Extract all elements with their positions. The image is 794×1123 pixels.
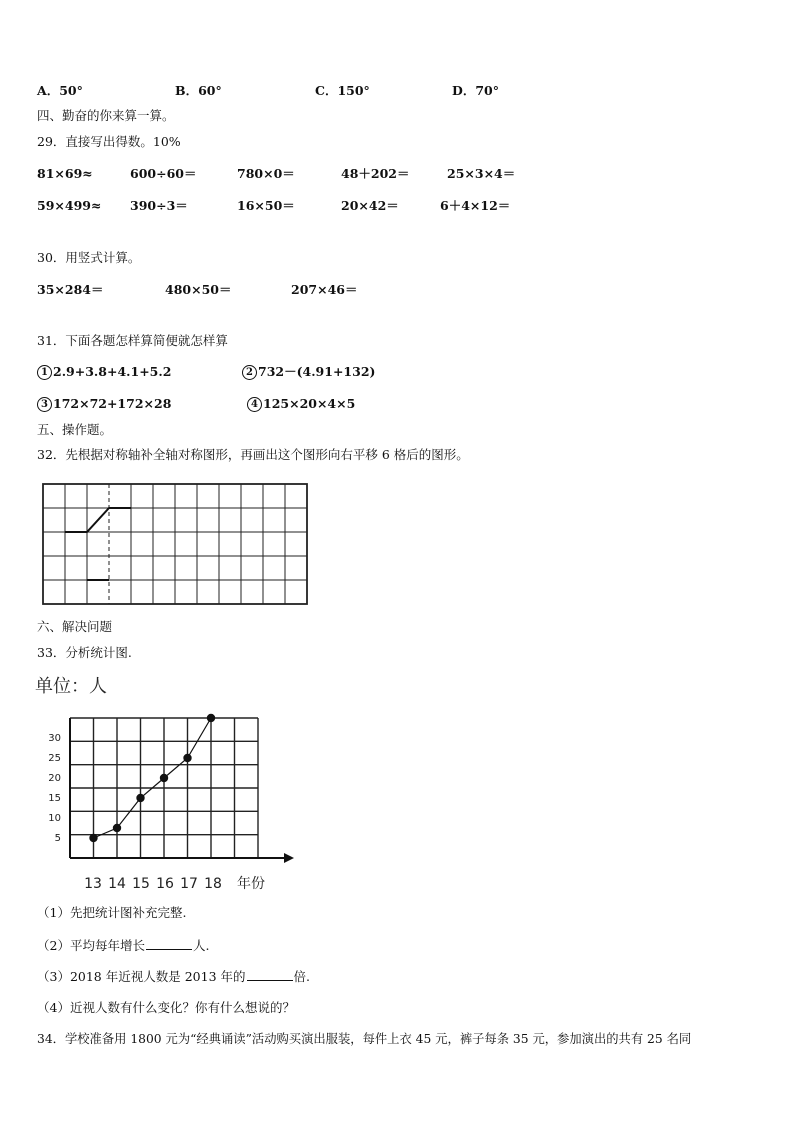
answer-blank[interactable] — [146, 937, 192, 950]
x-tick-label: 17 — [180, 876, 198, 892]
chart-unit-label: 单位：人 — [35, 676, 107, 697]
circled-number: 4 — [247, 397, 262, 412]
q29-item: 48＋202＝ — [341, 166, 410, 181]
q30-item: 35×284＝ — [37, 282, 104, 297]
x-tick-label: 18 — [204, 876, 222, 892]
option-d: D．70° — [452, 83, 499, 98]
section-6-title: 六、解决问题 — [37, 619, 113, 634]
chart-x-axis-label: 年份 — [237, 876, 265, 892]
y-tick-label: 5 — [54, 833, 61, 844]
q34-text: 34．学校准备用 1800 元为“经典诵读”活动购买演出服装，每件上衣 45 元，裤子每条 35 元，参加演出的共有 25 名同 — [37, 1032, 692, 1046]
y-tick-label: 25 — [48, 753, 61, 764]
q29-item: 59×499≈ — [37, 198, 102, 213]
q31-item: 2 732－(4.91+132) — [242, 364, 375, 380]
q29-title: 29．直接写出得数。10% — [37, 134, 181, 149]
section-4-title: 四、勤奋的你来算一算。 — [37, 108, 175, 123]
q29-item: 25×3×4＝ — [447, 166, 516, 181]
x-tick-label: 14 — [108, 876, 126, 892]
data-point — [160, 774, 168, 782]
option-b: B．60° — [175, 83, 222, 98]
y-tick-label: 15 — [48, 793, 61, 804]
option-a: A．50° — [37, 83, 83, 98]
data-point — [207, 714, 215, 722]
y-tick-label: 10 — [48, 813, 61, 824]
q29-item: 390÷3＝ — [130, 198, 188, 213]
q29-item: 600÷60＝ — [130, 166, 197, 181]
q33-question-4: （4）近视人数有什么变化？你有什么想说的？ — [37, 1000, 295, 1015]
y-tick-label: 30 — [48, 733, 61, 744]
q33-title: 33．分析统计图. — [37, 645, 132, 660]
q29-item: 20×42＝ — [341, 198, 399, 213]
q31-title: 31．下面各题怎样算简便就怎样算 — [37, 333, 228, 348]
data-point — [136, 794, 144, 802]
q32-title: 32．先根据对称轴补全轴对称图形，再画出这个图形向右平移 6 格后的图形。 — [37, 447, 469, 462]
circled-number: 2 — [242, 365, 257, 380]
x-tick-label: 15 — [132, 876, 150, 892]
data-point — [89, 834, 97, 842]
circled-number: 3 — [37, 397, 52, 412]
q33-question-3: （3）2018 年近视人数是 2013 年的 倍. — [37, 969, 310, 984]
series-line — [94, 718, 212, 838]
q29-item: 16×50＝ — [237, 198, 295, 213]
q29-item: 6＋4×12＝ — [440, 198, 511, 213]
line-chart — [30, 670, 310, 900]
data-point — [183, 754, 191, 762]
q33-question-1: （1）先把统计图补充完整. — [37, 905, 187, 920]
q29-item: 780×0＝ — [237, 166, 295, 181]
q31-item: 3 172×72+172×28 — [37, 396, 171, 412]
q31-item: 4 125×20×4×5 — [247, 396, 355, 412]
q32-grid-figure — [40, 480, 310, 608]
answer-blank[interactable] — [247, 968, 293, 981]
data-point — [113, 824, 121, 832]
x-tick-label: 13 — [84, 876, 102, 892]
q29-item: 81×69≈ — [37, 166, 93, 181]
q30-title: 30．用竖式计算。 — [37, 250, 141, 265]
option-c: C．150° — [315, 83, 370, 98]
q30-item: 480×50＝ — [165, 282, 232, 297]
x-tick-label: 16 — [156, 876, 174, 892]
circled-number: 1 — [37, 365, 52, 380]
q33-question-2: （2）平均每年增长 人. — [37, 938, 210, 953]
q30-item: 207×46＝ — [291, 282, 358, 297]
y-tick-label: 20 — [48, 773, 61, 784]
section-5-title: 五、操作题。 — [37, 422, 113, 437]
x-axis-arrow — [284, 853, 294, 863]
q31-item: 1 2.9+3.8+4.1+5.2 — [37, 364, 171, 380]
